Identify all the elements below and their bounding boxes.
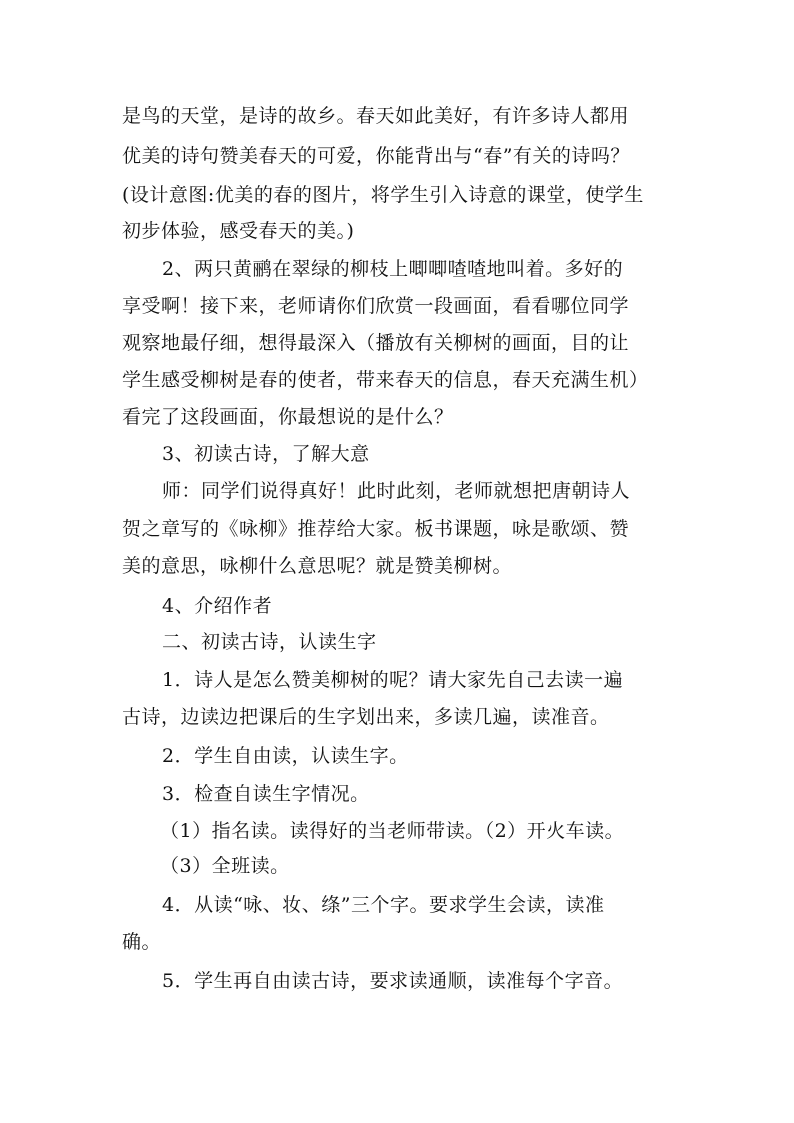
paragraph-line: 初步体验，感受春天的美。) (122, 220, 355, 242)
section-heading: 3、初读古诗，了解大意 (162, 443, 370, 465)
paragraph-line: 是鸟的天堂，是诗的故乡。春天如此美好，有许多诗人都用 (122, 105, 630, 127)
paragraph-line: 2、两只黄鹂在翠绿的柳枝上唧唧喳喳地叫着。多好的 (162, 258, 624, 280)
paragraph-line: 师：同学们说得真好！此时此刻，老师就想把唐朝诗人 (162, 480, 631, 502)
paragraph-line: 优美的诗句赞美春天的可爱，你能背出与“春”有关的诗吗？ (122, 145, 630, 167)
paragraph-line: 学生感受柳树是春的使者，带来春天的信息，春天充满生机） (122, 369, 649, 391)
paragraph-line: 确。 (122, 931, 162, 953)
paragraph-line: 享受啊！接下来，老师请你们欣赏一段画面，看看哪位同学 (122, 295, 630, 317)
paragraph-line: 观察地最仔细，想得最深入（播放有关柳树的画面，目的让 (122, 332, 630, 354)
paragraph-line: 看完了这段画面，你最想说的是什么？ (122, 406, 454, 428)
paragraph-line: (设计意图:优美的春的图片，将学生引入诗意的课堂，使学生 (122, 184, 644, 206)
list-item: 2．学生自由读，认读生字。 (162, 745, 409, 767)
section-heading: 4、介绍作者 (162, 595, 273, 617)
list-item: 5．学生再自由读古诗，要求读通顺，读准每个字音。 (162, 970, 624, 992)
paragraph-line: 1．诗人是怎么赞美柳树的呢？请大家先自己去读一遍 (162, 669, 624, 691)
list-item: 3．检查自读生字情况。 (162, 783, 370, 805)
list-item: （1）指名读。读得好的当老师带读。（2）开火车读。 (160, 820, 625, 842)
paragraph-line: 古诗，边读边把课后的生字划出来，多读几遍，读准音。 (122, 706, 610, 728)
list-item: （3）全班读。 (160, 855, 290, 877)
paragraph-line: 贺之章写的《咏柳》推荐给大家。板书课题，咏是歌颂、赞 (122, 518, 630, 540)
paragraph-line: 美的意思，咏柳什么意思呢？就是赞美柳树。 (122, 555, 513, 577)
list-item: 4．从读“咏、妆、绦”三个字。要求学生会读，读准 (162, 894, 605, 916)
section-heading: 二、初读古诗，认读生字 (162, 631, 377, 653)
